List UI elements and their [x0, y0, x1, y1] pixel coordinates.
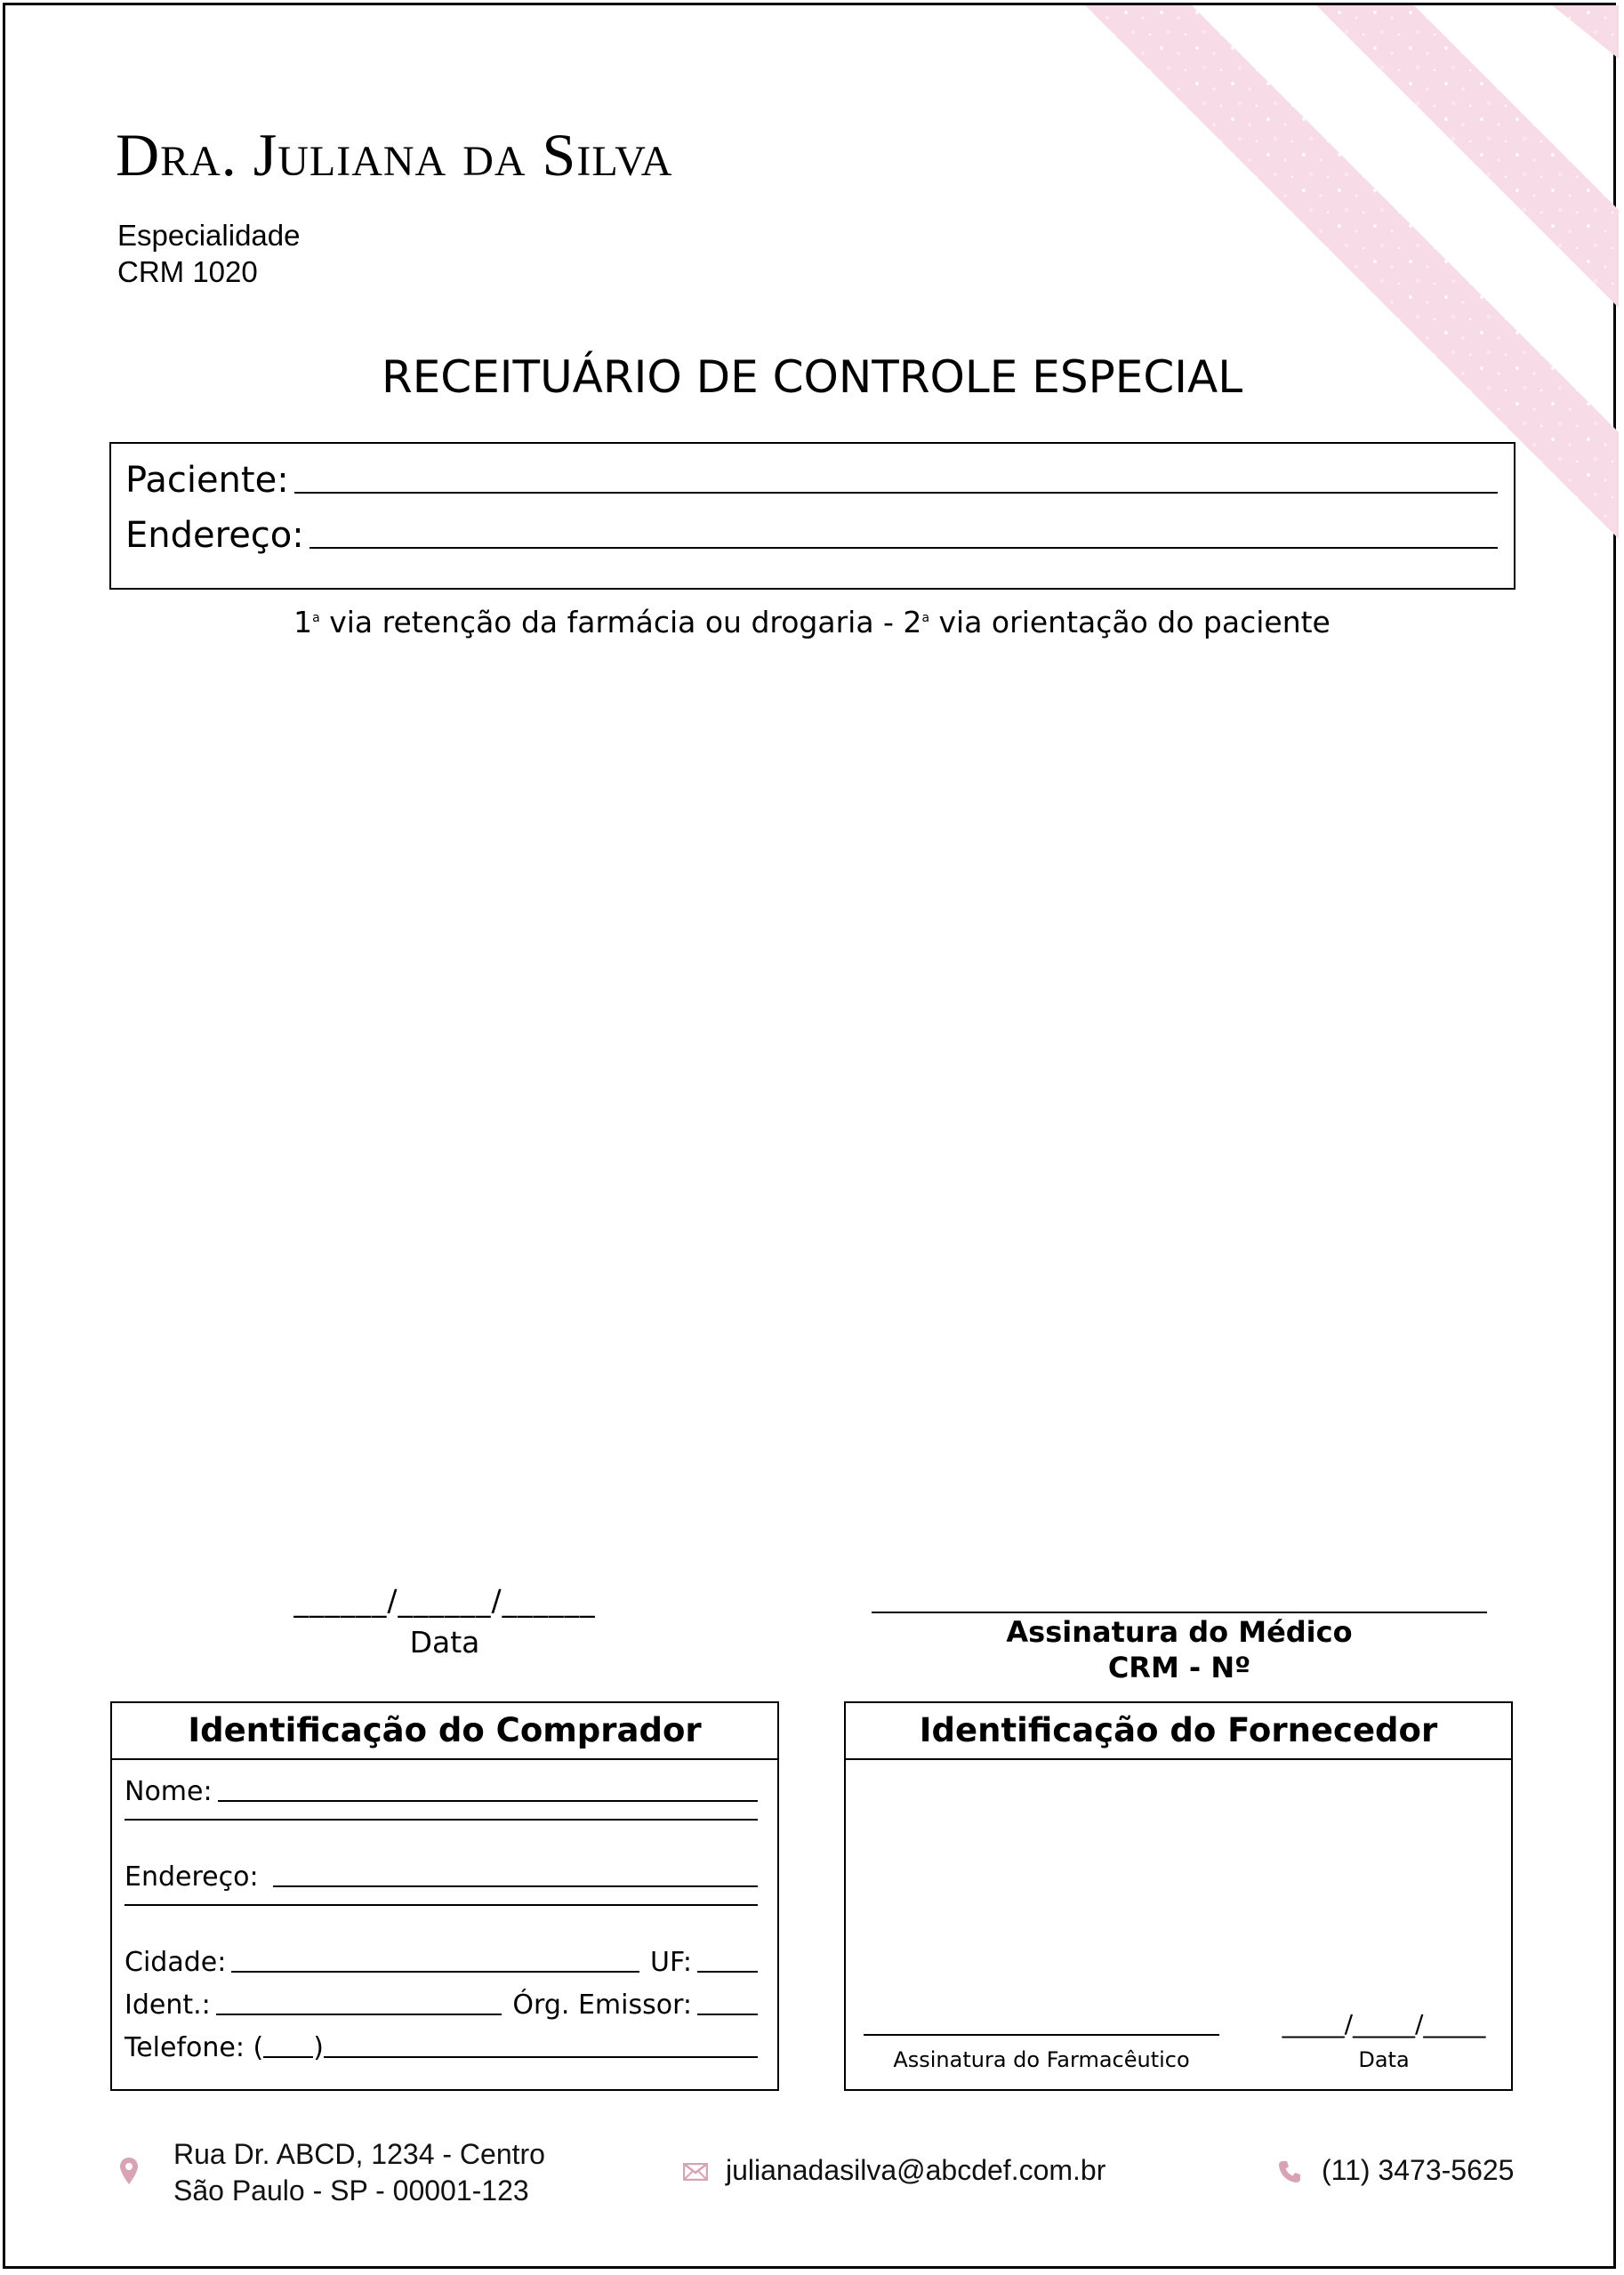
crm-number: CRM 1020 [117, 255, 258, 288]
pharmacist-signature-label: Assinatura do Farmacêutico [893, 2047, 1190, 2072]
specialty: Especialidade [117, 219, 301, 252]
patient-label: Paciente: [125, 460, 289, 501]
supplier-box [844, 1701, 1513, 2091]
buyer-name-line2[interactable] [125, 1819, 758, 1826]
doctor-signature-label: Assinatura do Médico [1006, 1615, 1353, 1649]
pharmacist-signature-line [864, 2034, 1219, 2036]
phone-icon [1277, 2159, 1302, 2184]
footer-phone[interactable]: (11) 3473-5625 [1322, 2154, 1515, 2186]
date-placeholder: ______/______/______ [293, 1583, 596, 1618]
buyer-address-line2[interactable] [125, 1904, 758, 1911]
doctor-credentials [117, 217, 300, 290]
address-field[interactable] [125, 515, 1498, 556]
doctor-signature-block [872, 1614, 1487, 1685]
buyer-ident-label: Ident.: [125, 1990, 211, 2021]
buyer-name-label: Nome: [125, 1776, 213, 1807]
buyer-address-label: Endereço: [125, 1861, 259, 1893]
supplier-title: Identificação do Fornecedor [846, 1703, 1511, 1760]
buyer-uf-label: UF: [650, 1947, 692, 1978]
address-label: Endereço: [125, 515, 304, 556]
mail-icon [683, 2163, 708, 2181]
patient-line[interactable] [294, 492, 1498, 494]
supplier-date-placeholder: _____/_____/_____ [1282, 2009, 1486, 2038]
patient-box [109, 442, 1515, 590]
crm-label: CRM - Nº [1107, 1651, 1251, 1684]
address-line[interactable] [310, 547, 1498, 549]
buyer-title: Identificação do Comprador [112, 1703, 777, 1760]
supplier-date-label: Data [1358, 2047, 1410, 2072]
buyer-name-field[interactable] [125, 1776, 758, 1807]
buyer-ident-field[interactable] [125, 1990, 758, 2021]
buyer-issuer-label: Órg. Emissor: [512, 1990, 692, 2021]
buyer-city-label: Cidade: [125, 1947, 227, 1978]
buyer-phone-label: Telefone: ( [125, 2032, 264, 2063]
buyer-address-field[interactable] [125, 1861, 758, 1893]
buyer-phone-field[interactable]: Telefone: ( ) [125, 2032, 758, 2063]
location-pin-icon [119, 2157, 139, 2185]
document-title: RECEITUÁRIO DE CONTROLE ESPECIAL [381, 351, 1243, 403]
via-note: 1$^a$ via retenção da farmácia ou drogaria - 2$^a$ via orientação do paciente [293, 605, 1331, 639]
footer-address [173, 2136, 545, 2209]
date-label: Data [409, 1625, 480, 1660]
footer-email[interactable]: julianadasilva@abcdef.com.br [726, 2154, 1106, 2186]
doctor-name: Dra. Juliana da Silva [116, 121, 673, 189]
buyer-city-field[interactable] [125, 1947, 758, 1978]
address-line-1: Rua Dr. ABCD, 1234 - Centro [173, 2138, 545, 2170]
doctor-signature-line [872, 1612, 1487, 1613]
buyer-box [110, 1701, 779, 2091]
patient-field[interactable] [125, 460, 1498, 501]
address-line-2: São Paulo - SP - 00001-123 [173, 2175, 529, 2207]
